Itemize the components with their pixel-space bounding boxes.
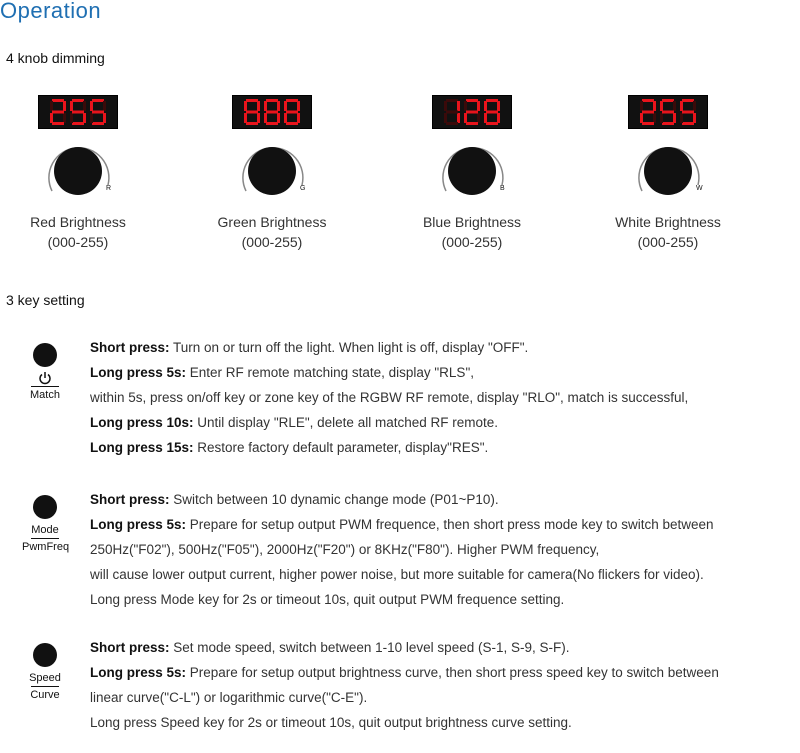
- key-circle: [33, 495, 57, 519]
- description-line: Short press: Switch between 10 dynamic change mode (P01~P10).: [90, 492, 499, 507]
- dimming-knob[interactable]: [38, 135, 118, 205]
- key-top-label: Mode: [31, 524, 59, 536]
- description-line: within 5s, press on/off key or zone key of the RGBW RF remote, display "RLO", match is successful,: [90, 390, 689, 405]
- knob-range: (000-255): [241, 234, 303, 250]
- dimming-knob[interactable]: [232, 135, 312, 205]
- key-top-label: Speed: [29, 672, 61, 684]
- knob-label: Red Brightness: [30, 214, 126, 230]
- key-description: [90, 635, 790, 735]
- description-line: will cause lower output current, higher power noise, but more suitable for camera(No flickers for video).: [90, 567, 704, 582]
- description-line: Long press Mode key for 2s or timeout 10s, quit output PWM frequence setting.: [90, 592, 565, 607]
- knob-section-heading: 4 knob dimming: [6, 50, 105, 66]
- key-section-heading: 3 key setting: [6, 292, 85, 308]
- description-line: Long press 5s: Enter RF remote matching state, display "RLS",: [90, 365, 474, 380]
- key-bottom-label: Curve: [30, 689, 60, 701]
- dimming-knob[interactable]: [432, 135, 512, 205]
- key-button-pwmfreq[interactable]: [22, 495, 68, 554]
- key-button-curve[interactable]: [22, 643, 68, 702]
- key-circle: [33, 343, 57, 367]
- brightness-display: [38, 95, 118, 129]
- key-description: [90, 487, 790, 612]
- description-line: Short press: Set mode speed, switch between 1-10 level speed (S-1, S-9, S-F).: [90, 640, 570, 655]
- knob-label: White Brightness: [615, 214, 721, 230]
- knob-channel-letter: G: [300, 185, 306, 192]
- description-line: Long press 5s: Prepare for setup output PWM frequence, then short press mode key to switch between: [90, 517, 714, 532]
- key-button-match[interactable]: [22, 343, 68, 402]
- page-title: Operation: [0, 0, 102, 23]
- description-line: 250Hz("F02"), 500Hz("F05"), 2000Hz("F20") or 8KHz("F80"). Higher PWM frequency,: [90, 542, 600, 557]
- description-line: Long press 15s: Restore factory default parameter, display"RES".: [90, 440, 489, 455]
- description-line: linear curve("C-L") or logarithmic curve("C-E").: [90, 690, 368, 705]
- knob-label: Green Brightness: [217, 214, 327, 230]
- description-line: Short press: Turn on or turn off the light. When light is off, display "OFF".: [90, 340, 529, 355]
- brightness-display: [432, 95, 512, 129]
- knob-range: (000-255): [441, 234, 503, 250]
- power-icon: [38, 371, 52, 385]
- knob-channel-letter: W: [696, 185, 703, 192]
- key-description: [90, 335, 790, 460]
- knob-label: Blue Brightness: [422, 214, 522, 230]
- description-line: Long press 5s: Prepare for setup output brightness curve, then short press speed key to switch between: [90, 665, 719, 680]
- knob-range: (000-255): [47, 234, 109, 250]
- key-bottom-label: Match: [30, 389, 60, 401]
- knob-range: (000-255): [637, 234, 699, 250]
- description-line: Long press 10s: Until display "RLE", delete all matched RF remote.: [90, 415, 498, 430]
- key-circle: [33, 643, 57, 667]
- brightness-display: [628, 95, 708, 129]
- knob-channel-letter: B: [500, 185, 505, 192]
- key-bottom-label: PwmFreq: [22, 541, 70, 553]
- knob-channel-letter: R: [106, 185, 112, 192]
- dimming-knob[interactable]: [628, 135, 708, 205]
- description-line: Long press Speed key for 2s or timeout 10s, quit output brightness curve setting.: [90, 715, 572, 730]
- brightness-display: [232, 95, 312, 129]
